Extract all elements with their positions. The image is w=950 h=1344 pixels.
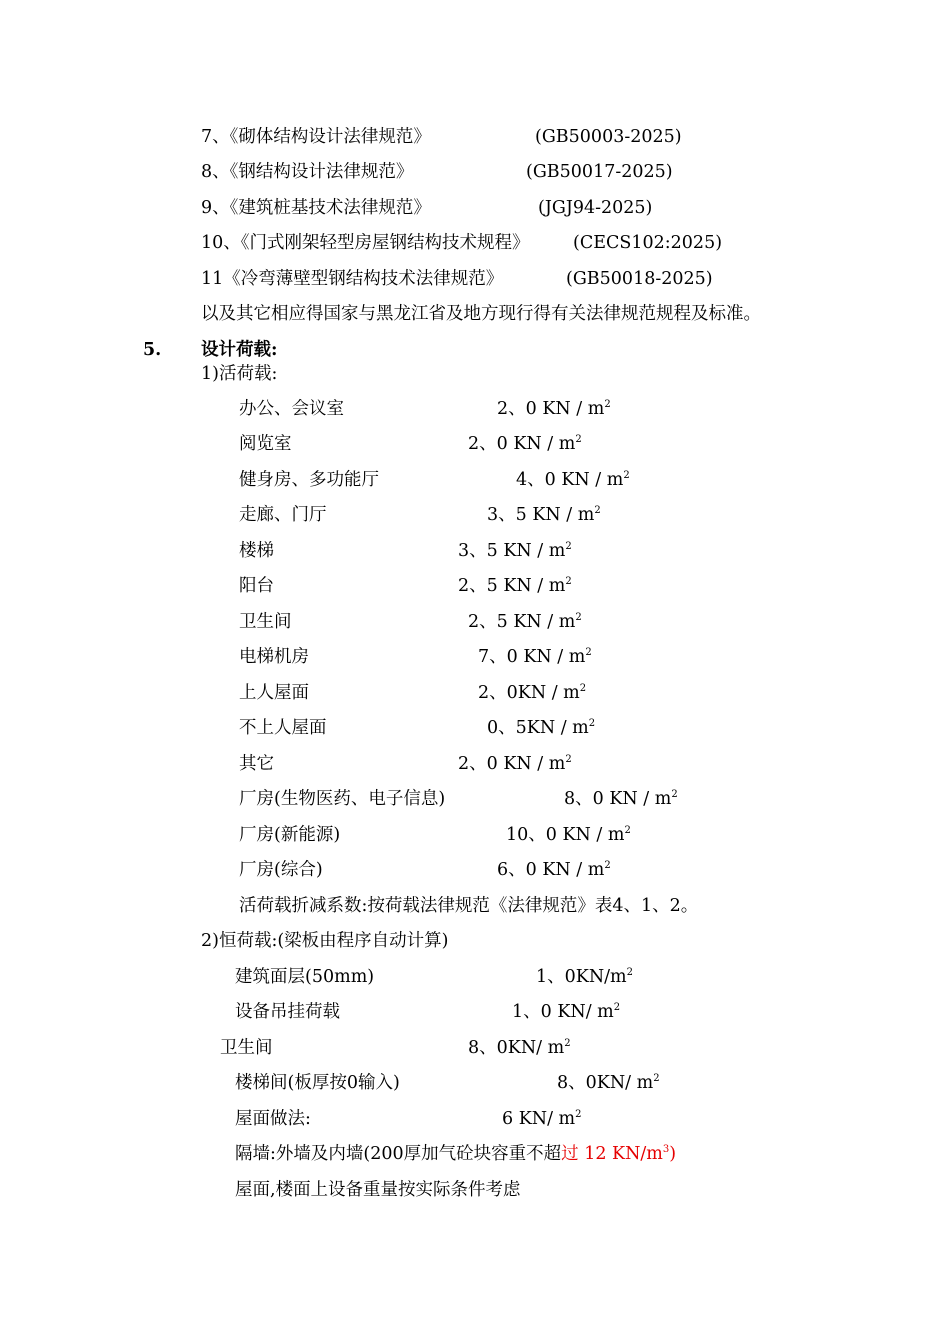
- live-load-item: 厂房(综合): [239, 860, 323, 880]
- section-number: 5.: [143, 340, 162, 360]
- partition-wall-line: [235, 1143, 676, 1165]
- live-load-item: 阅览室: [239, 434, 292, 454]
- section-title: 设计荷载:: [201, 340, 278, 360]
- live-load-value: 0、$5KN / m^2$: [487, 718, 596, 738]
- dead-load-value: 1、$0KN/m^2$: [536, 967, 634, 987]
- standard-code: (GB50017-2025): [526, 162, 673, 182]
- dead-load-heading: 2)恒荷载:(梁板由程序自动计算): [201, 931, 449, 951]
- live-load-item: 不上人屋面: [239, 718, 327, 738]
- live-load-value: 2、0 KN / $m^2$: [468, 434, 582, 454]
- dead-load-value: 6 KN/ $m^2$: [502, 1109, 582, 1129]
- dead-load-item: 建筑面层(50mm): [235, 967, 375, 987]
- live-load-item: 其它: [239, 754, 274, 774]
- dead-load-value: 1、0 KN/ $m^2$: [512, 1002, 621, 1022]
- live-load-item: 阳台: [239, 576, 274, 596]
- live-load-heading: 1)活荷载:: [201, 364, 278, 384]
- standard-code: (JGJ94-2025): [538, 198, 653, 218]
- live-load-item: 办公、会议室: [239, 399, 344, 419]
- live-load-value: 3、5 KN / $m^2$: [458, 541, 572, 561]
- live-load-value: 2、5 KN / $m^2$: [468, 612, 582, 632]
- live-load-item: 卫生间: [239, 612, 292, 632]
- live-load-item: 上人屋面: [239, 683, 309, 703]
- dead-load-item: 卫生间: [220, 1038, 273, 1058]
- live-load-value: 2、0 KN / $m^2$: [458, 754, 572, 774]
- live-load-item: 厂房(生物医药、电子信息): [239, 789, 446, 809]
- dead-load-item: 屋面做法:: [235, 1109, 311, 1129]
- standard-name: 10、《门式刚架轻型房屋钢结构技术规程》: [201, 233, 530, 253]
- partition-wall-text: 隔墙:外墙及内墙(200厚加气砼块容重不超: [235, 1144, 562, 1164]
- live-load-value: 8、0 KN / $m^2$: [564, 789, 678, 809]
- live-load-item: 走廊、门厅: [239, 505, 327, 525]
- partition-wall-density: 过 12 $KN/m^3$): [561, 1144, 677, 1164]
- standard-name: 8、《钢结构设计法律规范》: [201, 162, 414, 182]
- standard-code: (GB50003-2025): [535, 127, 682, 147]
- live-load-item: 楼梯: [239, 541, 274, 561]
- live-load-item: 健身房、多功能厅: [239, 470, 379, 490]
- equipment-load-note: 屋面,楼面上设备重量按实际条件考虑: [235, 1180, 521, 1200]
- live-load-value: 2、5 KN / $m^2$: [458, 576, 572, 596]
- live-load-item: 厂房(新能源): [239, 825, 341, 845]
- live-load-value: 10、0 KN / $m^2$: [506, 825, 631, 845]
- dead-load-item: 楼梯间(板厚按0输入): [235, 1073, 400, 1093]
- live-load-value: 2、$0KN / m^2$: [478, 683, 587, 703]
- standard-name: 7、《砌体结构设计法律规范》: [201, 127, 431, 147]
- standard-code: (CECS102:2025): [573, 233, 723, 253]
- live-load-reduction-note: 活荷载折减系数:按荷载法律规范《法律规范》表4、1、2。: [239, 896, 699, 916]
- live-load-value: 3、5 KN / $m^2$: [487, 505, 601, 525]
- standard-code: (GB50018-2025): [566, 269, 713, 289]
- live-load-value: 4、0 KN / $m^2$: [516, 470, 630, 490]
- standard-name: 11《冷弯薄壁型钢结构技术法律规范》: [201, 269, 504, 289]
- dead-load-value: 8、0KN/ $m^2$: [557, 1073, 660, 1093]
- live-load-value: 6、0 KN / $m^2$: [497, 860, 611, 880]
- standards-note: 以及其它相应得国家与黑龙江省及地方现行得有关法律规范规程及标准。: [201, 304, 761, 324]
- live-load-value: 7、0 KN / $m^2$: [478, 647, 592, 667]
- dead-load-item: 设备吊挂荷载: [235, 1002, 340, 1022]
- live-load-value: 2、0 KN / $m^2$: [497, 399, 611, 419]
- dead-load-value: 8、0KN/ $m^2$: [468, 1038, 571, 1058]
- live-load-item: 电梯机房: [239, 647, 309, 667]
- standard-name: 9、《建筑桩基技术法律规范》: [201, 198, 431, 218]
